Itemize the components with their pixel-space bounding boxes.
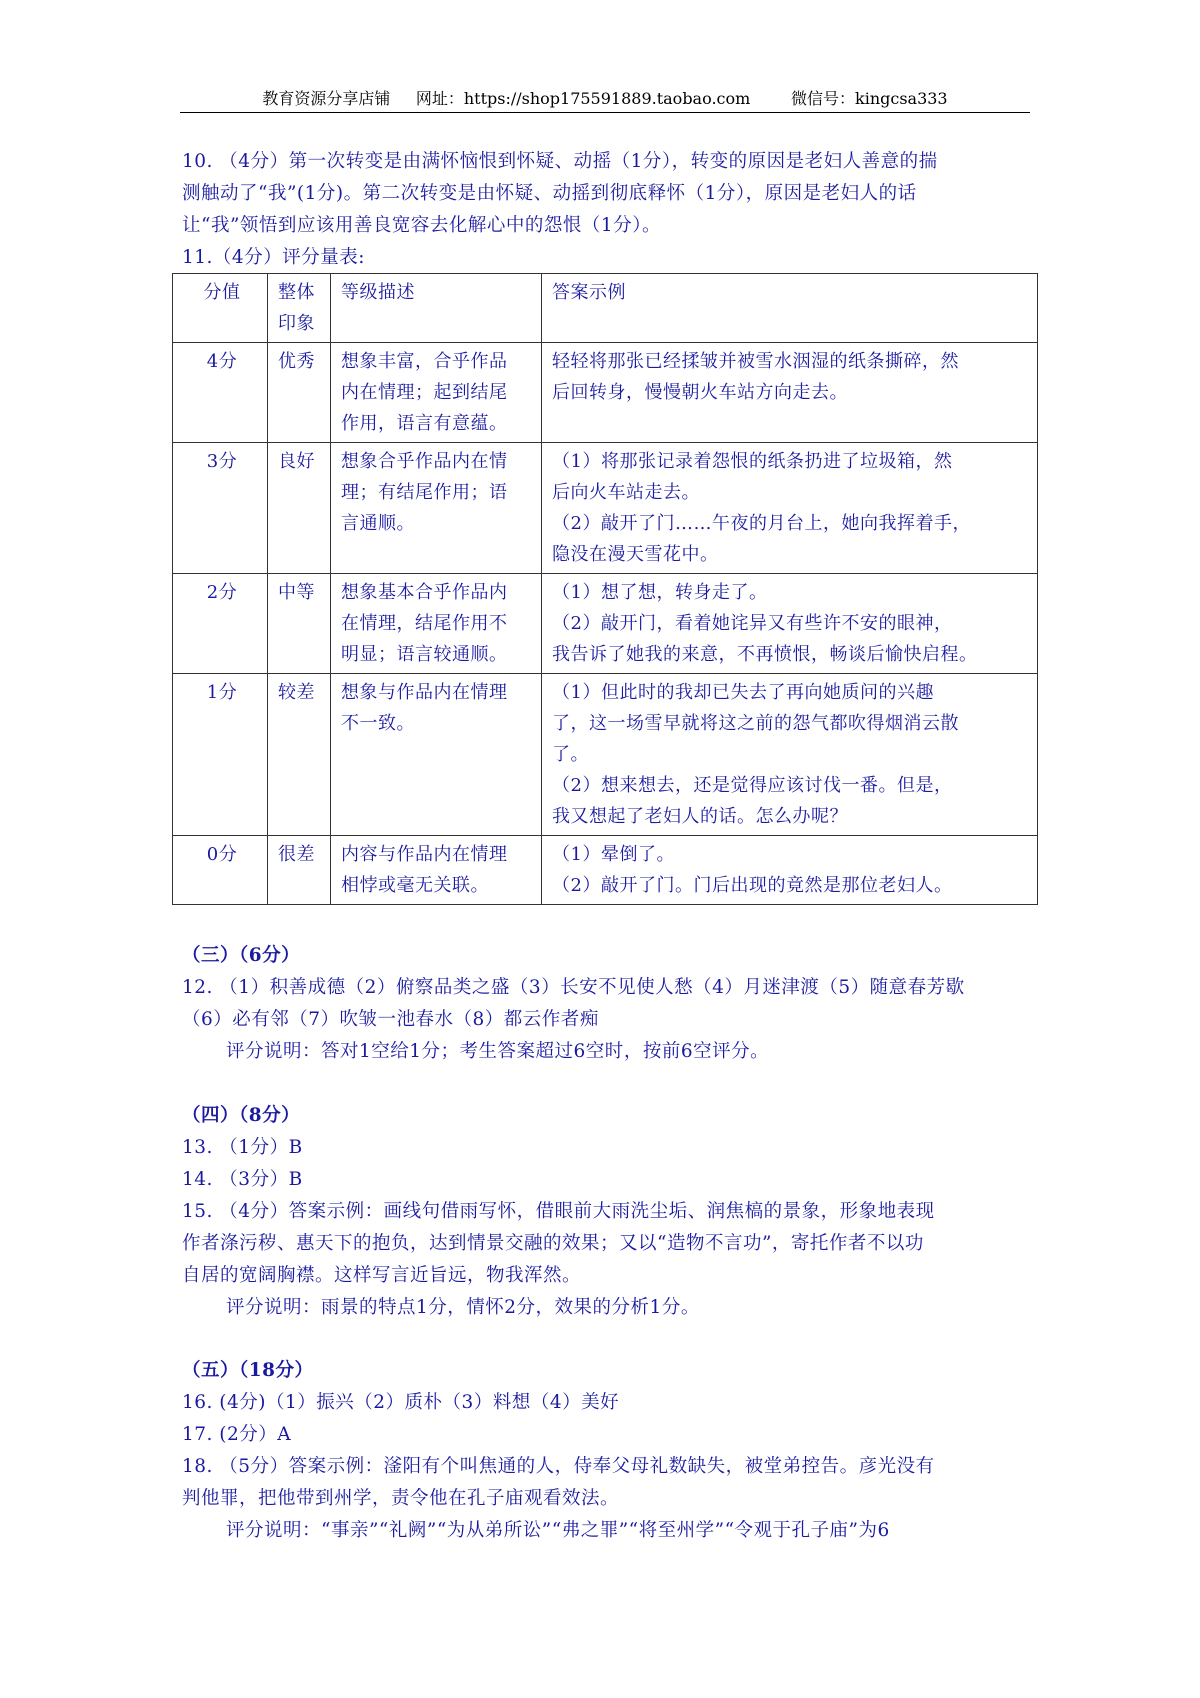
row-desc — [331, 836, 542, 905]
row-example — [542, 343, 1038, 443]
header-impression: 整体 印象 — [268, 274, 331, 343]
example-line: 轻轻将那张已经揉皱并被雪水洇湿的纸条撕碎，然 — [552, 351, 959, 372]
section-3 — [182, 940, 1032, 1068]
row-score: 2分 — [173, 574, 268, 674]
section-title: （三）（6分） — [182, 945, 301, 966]
row-example — [542, 836, 1038, 905]
example-line: 了，这一场雪早就将这之前的怨气都吹得烟消云散 — [552, 713, 959, 734]
example-line: 我又想起了老妇人的话。怎么办呢？ — [552, 806, 848, 827]
section-title: （五）（18分） — [182, 1360, 314, 1381]
desc-line: 明显；语言较通顺。 — [341, 644, 508, 665]
desc-line: 相悖或毫无关联。 — [341, 875, 489, 896]
answer-line: 18. （5分）答案示例：滏阳有个叫焦通的人，侍奉父母礼数缺失，被堂弟控告。彦光没有 — [182, 1456, 935, 1477]
table-row — [173, 343, 1038, 443]
example-line: （2）敲开了门。门后出现的竟然是那位老妇人。 — [552, 875, 953, 896]
example-line: （1）晕倒了。 — [552, 844, 675, 865]
header-shop: 教育资源分享店铺 — [262, 89, 391, 108]
desc-line: 言通顺。 — [341, 513, 415, 534]
desc-line: 理；有结尾作用；语 — [341, 482, 508, 503]
answer-line: 15. （4分）答案示例：画线句借雨写怀，借眼前大雨洗尘垢、润焦槁的景象，形象地表现 — [182, 1201, 935, 1222]
q10-answer — [182, 146, 1032, 274]
desc-line: 想象基本合乎作品内 — [341, 582, 508, 603]
answer-line: 自居的宽阔胸襟。这样写言近旨远，物我浑然。 — [182, 1265, 582, 1286]
example-line: （2）敲开门，看着她诧异又有些许不安的眼神， — [552, 613, 953, 634]
row-desc — [331, 443, 542, 574]
table-row — [173, 674, 1038, 836]
table-row — [173, 443, 1038, 574]
desc-line: 在情理，结尾作用不 — [341, 613, 508, 634]
row-score: 3分 — [173, 443, 268, 574]
example-line: （1）想了想，转身走了。 — [552, 582, 768, 603]
example-line: 后回转身，慢慢朝火车站方向走去。 — [552, 382, 848, 403]
row-example — [542, 574, 1038, 674]
header-url: 网址：https://shop175591889.taobao.com — [415, 89, 751, 108]
example-line: （2）敲开了门……午夜的月台上，她向我挥着手， — [552, 513, 971, 534]
answer-line: （6）必有邻（7）吹皱一池春水（8）都云作者痴 — [182, 1009, 599, 1030]
scoring-note: 评分说明：雨景的特点1分，情怀2分，效果的分析1分。 — [226, 1297, 700, 1318]
section-title: （四）（8分） — [182, 1105, 301, 1126]
table-row — [173, 574, 1038, 674]
example-line: （2）想来想去，还是觉得应该讨伐一番。但是， — [552, 775, 953, 796]
desc-line: 想象丰富，合乎作品 — [341, 351, 508, 372]
row-example — [542, 443, 1038, 574]
row-score: 1分 — [173, 674, 268, 836]
q11-title: 11.（4分）评分量表: — [182, 247, 365, 268]
example-line: 我告诉了她我的来意，不再愤恨，畅谈后愉快启程。 — [552, 644, 978, 665]
table-header-row — [173, 274, 1038, 343]
desc-line: 内在情理；起到结尾 — [341, 382, 508, 403]
header-score: 分值 — [173, 274, 268, 343]
section-5 — [182, 1355, 1032, 1547]
row-grade: 优秀 — [268, 343, 331, 443]
q10-line: 10. （4分）第一次转变是由满怀恼恨到怀疑、动摇（1分），转变的原因是老妇人善意的揣 — [182, 151, 938, 172]
section-4 — [182, 1100, 1032, 1324]
example-line: （1）将那张记录着怨恨的纸条扔进了垃圾箱，然 — [552, 451, 953, 472]
q10-line: 让“我”领悟到应该用善良宽容去化解心中的怨恨（1分）。 — [182, 215, 661, 236]
header-level-desc: 等级描述 — [331, 274, 542, 343]
row-grade: 很差 — [268, 836, 331, 905]
answer-line: 16. (4分)（1）振兴（2）质朴（3）料想（4）美好 — [182, 1392, 620, 1413]
page-header — [180, 86, 1030, 114]
desc-line: 作用，语言有意蕴。 — [341, 413, 508, 434]
scoring-note: 评分说明：答对1空给1分；考生答案超过6空时，按前6空评分。 — [226, 1041, 770, 1062]
q10-line: 测触动了“我”(1分)。第二次转变是由怀疑、动摇到彻底释怀（1分），原因是老妇人的话 — [182, 183, 917, 204]
scoring-note: 评分说明：“事亲”“礼阙”“为从弟所讼”“弗之罪”“将至州学”“令观于孔子庙”为6 — [226, 1520, 890, 1541]
row-desc — [331, 343, 542, 443]
example-line: 隐没在漫天雪花中。 — [552, 544, 719, 565]
row-grade: 良好 — [268, 443, 331, 574]
header-example: 答案示例 — [542, 274, 1038, 343]
row-grade: 较差 — [268, 674, 331, 836]
row-desc — [331, 674, 542, 836]
answer-line: 17. (2分）A — [182, 1424, 292, 1445]
row-grade: 中等 — [268, 574, 331, 674]
answer-line: 作者涤污秽、惠天下的抱负，达到情景交融的效果；又以“造物不言功”，寄托作者不以功 — [182, 1233, 924, 1254]
desc-line: 内容与作品内在情理 — [341, 844, 508, 865]
desc-line: 想象合乎作品内在情 — [341, 451, 508, 472]
desc-line: 不一致。 — [341, 713, 415, 734]
answer-line: 14. （3分）B — [182, 1169, 303, 1190]
row-desc — [331, 574, 542, 674]
desc-line: 想象与作品内在情理 — [341, 682, 508, 703]
example-line: （1）但此时的我却已失去了再向她质问的兴趣 — [552, 682, 934, 703]
row-example — [542, 674, 1038, 836]
row-score: 0分 — [173, 836, 268, 905]
example-line: 后向火车站走去。 — [552, 482, 700, 503]
answer-line: 13. （1分）B — [182, 1137, 303, 1158]
row-score: 4分 — [173, 343, 268, 443]
example-line: 了。 — [552, 744, 589, 765]
answer-line: 判他罪，把他带到州学，责令他在孔子庙观看效法。 — [182, 1488, 620, 1509]
header-wechat: 微信号：kingcsa333 — [791, 89, 948, 108]
header-rule — [180, 112, 1030, 113]
scoring-rubric-table — [172, 273, 1038, 905]
answer-line: 12. （1）积善成德（2）俯察品类之盛（3）长安不见使人愁（4）月迷津渡（5）随意春芳歇 — [182, 977, 965, 998]
table-row — [173, 836, 1038, 905]
